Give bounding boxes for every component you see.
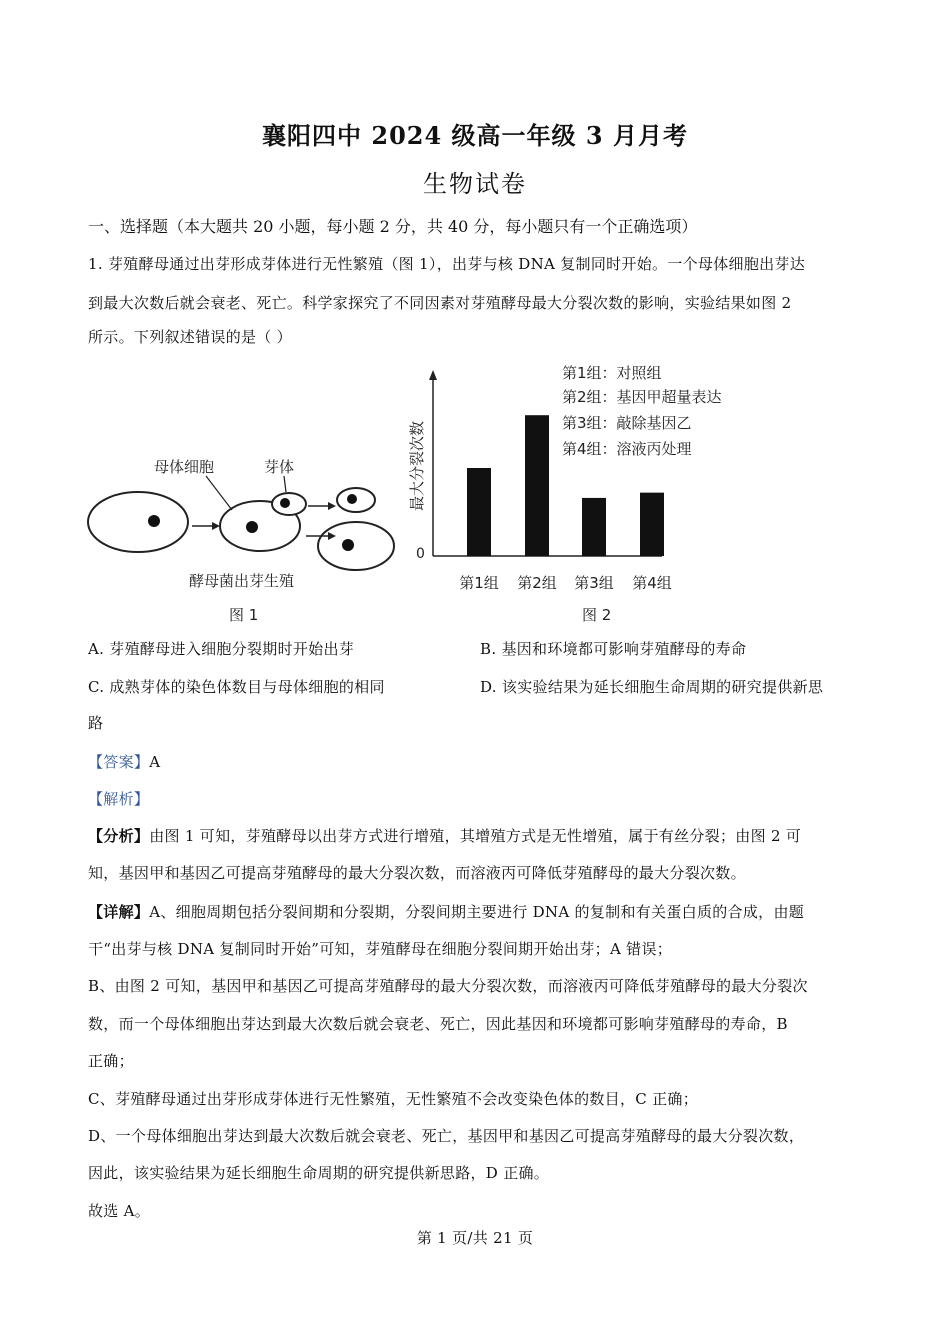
option-d: D. 该实验结果为延长细胞生命周期的研究提供新思	[480, 678, 824, 696]
option-c: C. 成熟芽体的染色体数目与母体细胞的相同	[88, 678, 385, 696]
fenxi-line-1	[88, 825, 801, 846]
legend-item-3: 第3组：敲除基因乙	[562, 414, 692, 432]
arrow-1-head	[212, 522, 220, 530]
section-heading: 一、选择题（本大题共 20 小题，每小题 2 分，共 40 分，每小题只有一个正确选项）	[88, 217, 698, 236]
figure-1-caption: 图 1	[229, 606, 259, 624]
exam-title: 襄阳四中 2024 级高一年级 3 月月考	[262, 121, 688, 150]
option-b: B. 基因和环境都可影响芽殖酵母的寿命	[480, 640, 747, 658]
xiangjie-text-1: A、细胞周期包括分裂间期和分裂期，分裂间期主要进行 DNA 的复制和有关蛋白质的合成，由题	[149, 903, 805, 921]
xiangjie-line-7: D、一个母体细胞出芽达到最大次数后就会衰老、死亡，基因甲和基因乙可提高芽殖酵母的最大分裂次数，	[88, 1127, 805, 1145]
arrow-2-head	[328, 502, 336, 510]
answer-value: A	[149, 753, 161, 771]
arrow-3-head	[328, 532, 336, 540]
xiangjie-line-6: C、芽殖酵母通过出芽形成芽体进行无性繁殖，无性繁殖不会改变染色体的数目，C 正确；	[88, 1090, 699, 1108]
nucleus-bud	[280, 498, 290, 508]
label-bud: 芽体	[264, 458, 295, 476]
leader-line-mother	[206, 476, 232, 510]
xiangjie-line-5: 正确；	[88, 1052, 134, 1070]
bar-2	[525, 415, 549, 556]
y-origin-label: 0	[416, 546, 425, 562]
bar-3	[582, 498, 606, 556]
nucleus-d2	[342, 539, 354, 551]
x-tick-label-1: 第1组	[459, 574, 499, 592]
legend-item-1: 第1组：对照组	[562, 364, 662, 382]
fenxi-text-1: 由图 1 可知，芽殖酵母以出芽方式进行增殖，其增殖方式是无性增殖，属于有丝分裂；由图 2 可	[149, 827, 802, 845]
x-tick-label-3: 第3组	[574, 574, 614, 592]
xiangjie-line-1	[88, 901, 804, 922]
figure-2-caption: 图 2	[582, 606, 612, 624]
analysis-label: 【解析】	[88, 790, 150, 808]
exam-subtitle: 生物试卷	[423, 170, 527, 198]
x-tick-labels-group	[459, 574, 672, 592]
xiangjie-line-8: 因此，该实验结果为延长细胞生命周期的研究提供新思路，D 正确。	[88, 1164, 550, 1182]
option-a: A. 芽殖酵母进入细胞分裂期时开始出芽	[88, 640, 355, 658]
option-d-continued: 路	[88, 714, 104, 732]
question-stem-line-3: 所示。下列叙述错误的是（ ）	[88, 328, 292, 346]
figure-2-bar-chart	[400, 356, 760, 630]
page-footer: 第 1 页/共 21 页	[416, 1229, 534, 1247]
y-axis-arrow	[429, 370, 437, 380]
legend-item-2: 第2组：基因甲超量表达	[562, 388, 722, 406]
question-stem-line-2: 到最大次数后就会衰老、死亡。科学家探究了不同因素对芽殖酵母最大分裂次数的影响，实验结果如图 2	[88, 294, 792, 312]
xiangjie-line-3: B、由图 2 可知，基因甲和基因乙可提高芽殖酵母的最大分裂次数，而溶液丙可降低芽殖酵母的最大分裂次	[88, 977, 808, 995]
x-tick-label-4: 第4组	[632, 574, 672, 592]
bar-1	[467, 468, 491, 556]
xiangjie-label: 【详解】	[88, 903, 150, 921]
answer-label: 【答案】	[88, 753, 150, 771]
conclusion: 故选 A。	[88, 1202, 151, 1220]
leader-line-bud	[284, 476, 286, 492]
nucleus-d1	[347, 494, 357, 504]
bar-4	[640, 493, 664, 556]
y-axis-label: 最大分裂次数	[408, 420, 426, 512]
fenxi-line-2: 知，基因甲和基因乙可提高芽殖酵母的最大分裂次数，而溶液丙可降低芽殖酵母的最大分裂次数。	[88, 864, 746, 882]
answer-line	[88, 751, 160, 772]
daughter-cell-2	[318, 522, 394, 570]
xiangjie-line-2: 干“出芽与核 DNA 复制同时开始”可知，芽殖酵母在细胞分裂间期开始出芽；A 错误；	[88, 940, 673, 958]
nucleus-1	[148, 515, 160, 527]
bars-group	[467, 415, 664, 556]
fenxi-label: 【分析】	[88, 827, 150, 845]
nucleus-2	[246, 521, 258, 533]
label-mother-cell: 母体细胞	[154, 458, 215, 476]
xiangjie-line-4: 数，而一个母体细胞出芽达到最大次数后就会衰老、死亡，因此基因和环境都可影响芽殖酵母的寿命，B	[88, 1015, 788, 1033]
figure-1-budding-diagram	[84, 440, 400, 630]
x-tick-label-2: 第2组	[517, 574, 557, 592]
question-stem-line-1: 1. 芽殖酵母通过出芽形成芽体进行无性繁殖（图 1），出芽与核 DNA 复制同时开始。一个母体细胞出芽达	[88, 255, 806, 273]
figure-1-inner-caption: 酵母菌出芽生殖	[189, 572, 295, 590]
legend-item-4: 第4组：溶液丙处理	[562, 440, 692, 458]
yeast-cell-1	[88, 492, 188, 552]
